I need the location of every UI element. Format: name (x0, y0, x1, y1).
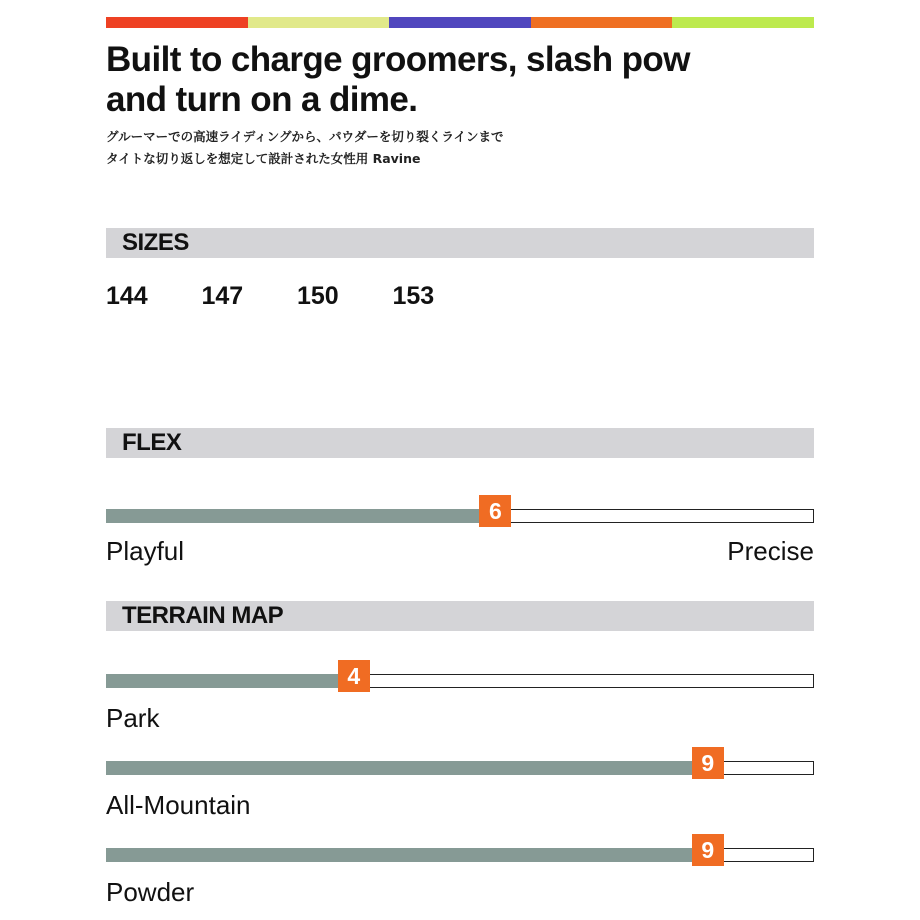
all-mountain-value-badge: 9 (692, 747, 724, 779)
description-line-1: グルーマーでの高速ライディングから、パウダーを切り裂くラインまで (106, 129, 504, 144)
flex-meter-fill (106, 509, 495, 523)
powder-value-badge: 9 (692, 834, 724, 866)
flex-title: FLEX (122, 429, 182, 456)
terrain-map-title: TERRAIN MAP (122, 602, 284, 629)
flex-section-header (106, 428, 814, 458)
flex-label-playful: Playful (106, 536, 185, 566)
size-147: 147 (201, 282, 244, 310)
powder-label: Powder (106, 877, 195, 907)
park-meter-fill (106, 674, 354, 688)
color-segment-2 (248, 17, 390, 28)
park-label: Park (106, 703, 160, 733)
sizes-title: SIZES (122, 229, 189, 256)
size-150: 150 (297, 282, 339, 310)
color-segment-5 (672, 17, 814, 28)
headline-line-2: and turn on a dime. (106, 80, 418, 119)
all-mountain-label: All-Mountain (106, 790, 251, 820)
headline (106, 40, 814, 120)
flex-meter (106, 498, 814, 524)
size-153: 153 (392, 282, 435, 310)
brand-color-strip (106, 17, 814, 28)
powder-meter (106, 837, 814, 863)
terrain-map-section-header (106, 601, 814, 631)
color-segment-4 (531, 17, 673, 28)
headline-line-1: Built to charge groomers, slash pow (106, 40, 690, 79)
park-meter (106, 663, 814, 689)
description-line-2: タイトな切り返しを想定して設計された女性用 Ravine (106, 151, 421, 166)
japanese-description (106, 126, 814, 170)
color-segment-1 (106, 17, 248, 28)
park-value-badge: 4 (338, 660, 370, 692)
flex-label-precise: Precise (727, 536, 814, 566)
all-mountain-meter (106, 750, 814, 776)
all-mountain-meter-fill (106, 761, 708, 775)
sizes-list (106, 279, 488, 313)
color-segment-3 (389, 17, 531, 28)
flex-value-badge: 6 (479, 495, 511, 527)
powder-meter-fill (106, 848, 708, 862)
sizes-section-header (106, 228, 814, 258)
size-144: 144 (106, 282, 148, 310)
